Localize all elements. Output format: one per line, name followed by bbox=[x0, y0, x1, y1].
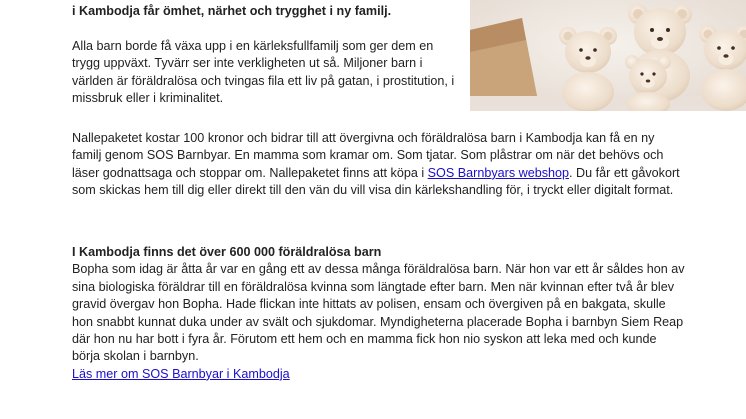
nallepaket-text-end: . Du får ett gåvokort som skickas hem till dig eller direkt till den vän du vill visa din kärlekshandling för, i tryckt eller digitalt format. bbox=[72, 165, 680, 198]
read-more-link[interactable]: Läs mer om SOS Barnbyar i Kambodja bbox=[72, 366, 290, 381]
kambodja-section bbox=[72, 244, 687, 383]
nallepaket-paragraph bbox=[72, 130, 682, 200]
teddy-bear-front bbox=[625, 55, 671, 111]
lead-sentence: i Kambodja får ömhet, närhet och trygghet i ny familj. bbox=[72, 4, 392, 18]
nallepaket-text: Nallepaketet kostar 100 kronor och bidrar till att övergivna och föräldralösa barn i Kambodja kan få en ny familj genom SOS Barnbyar. En mamma som kramar om. Som tjatar. Som plåstrar om när det behövs och läser godnattsaga och stoppar om. Nallepaketet finns att köpa i bbox=[72, 131, 664, 180]
intro-paragraph: Alla barn borde få växa upp i en kärleksfullfamilj som ger dem en trygg uppväxt. Tyvärr ser inte verkligheten ut så. Miljoner barn i världen är föräldralösa och tvingas fila ett liv på gatan, i prostitution, i missbruk eller i kriminalitet. bbox=[72, 39, 455, 106]
section-heading: I Kambodja finns det över 600 000 föräldralösa barn bbox=[72, 245, 382, 259]
bopha-story-paragraph: Bopha som idag är åtta år var en gång ett av dessa många föräldralösa barn. När hon var ett år såldes hon av sina biologiska föräldrar till en föräldralösa kvinna som längtade efter barn. Men när kvinnan efter två år blev gravid övergav hon Bopha. Hade flickan inte hittats av polisen, ensam och övergiven på en bakgata, skulle hon snabbt kunnat duka under av svält och sjukdomar. Myndigheterna placerade Bopha i barnbyn Siem Reap där hon nu har bott i fyra år. Förutom ett hem och en mamma fick hon nio syskon att leka med och kunde börja skolan i barnbyn. bbox=[72, 262, 685, 364]
teddy-bears-photo bbox=[470, 0, 746, 111]
webshop-link[interactable]: SOS Barnbyars webshop bbox=[427, 165, 570, 180]
